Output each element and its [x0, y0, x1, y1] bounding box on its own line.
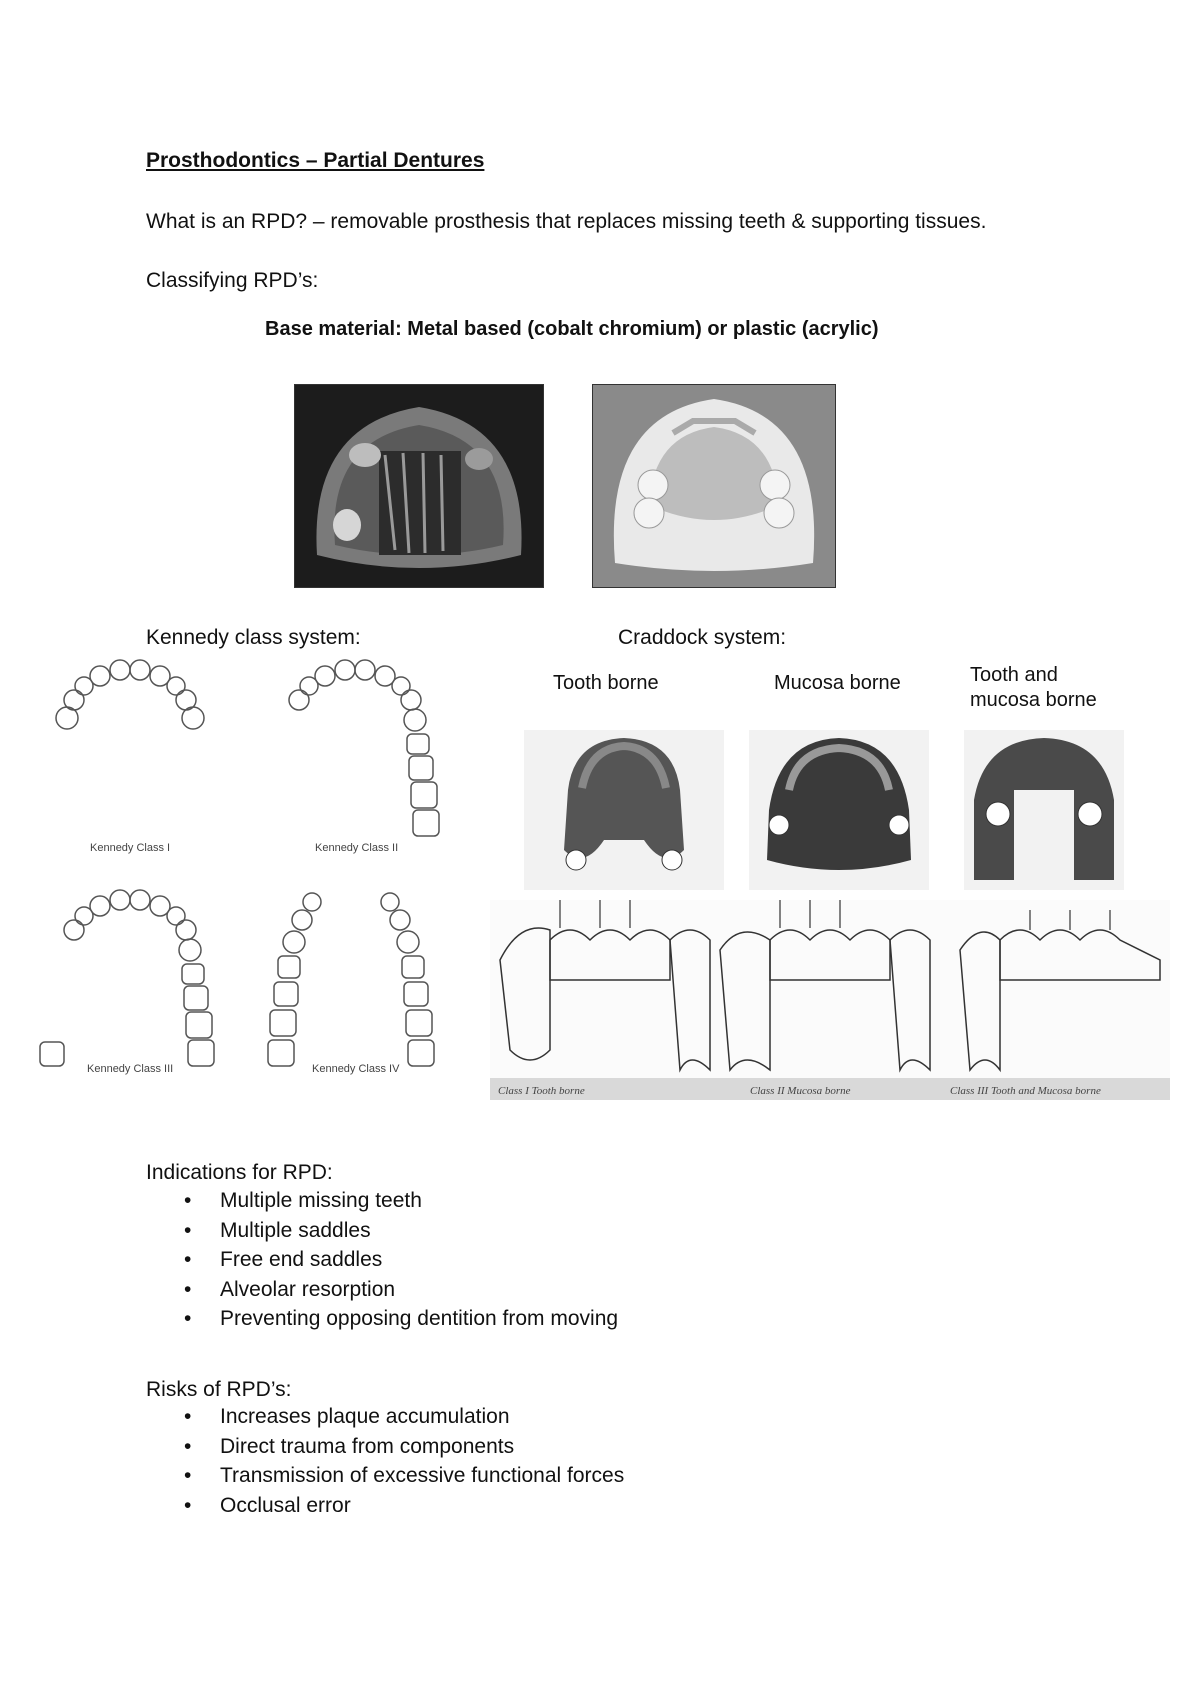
metal-denture-photo: [294, 384, 544, 588]
kennedy-class-1-label: Kennedy Class I: [90, 842, 171, 854]
list-item: • Free end saddles: [146, 1245, 618, 1275]
kennedy-class-3-label: Kennedy Class III: [87, 1063, 174, 1075]
craddock-tooth-mucosa-borne-arch: [964, 730, 1124, 890]
list-item: • Preventing opposing dentition from moving: [146, 1304, 618, 1334]
indications-list: [146, 1186, 618, 1334]
list-item: • Direct trauma from components: [146, 1432, 624, 1462]
craddock-col-tooth-borne: Tooth borne: [553, 672, 659, 694]
craddock-tooth-borne-arch: [524, 730, 724, 890]
acrylic-denture-photo: [592, 384, 836, 588]
kennedy-heading: Kennedy class system:: [146, 626, 361, 649]
kennedy-class-1-arch: [56, 660, 204, 729]
craddock-arch-diagrams: [524, 730, 1124, 890]
craddock-caption-3: Class III Tooth and Mucosa borne: [950, 1085, 1101, 1097]
risks-heading: Risks of RPD’s:: [146, 1378, 292, 1401]
list-item: • Occlusal error: [146, 1491, 624, 1521]
craddock-col-mucosa-borne: Mucosa borne: [774, 672, 901, 694]
list-item: • Multiple missing teeth: [146, 1186, 618, 1216]
kennedy-class-diagrams: [40, 660, 460, 1080]
list-item: • Increases plaque accumulation: [146, 1402, 624, 1432]
craddock-caption-1: Class I Tooth borne: [498, 1085, 585, 1097]
risks-list: [146, 1402, 624, 1520]
classifying-heading: Classifying RPD’s:: [146, 269, 319, 292]
kennedy-class-4-arch: [268, 893, 434, 1066]
craddock-heading: Craddock system:: [618, 626, 787, 649]
kennedy-class-2-arch: [289, 660, 439, 836]
kennedy-class-3-arch: [40, 890, 214, 1066]
rpd-definition: What is an RPD? – removable prosthesis that replaces missing teeth & supporting tissues.: [146, 210, 987, 233]
indications-heading: Indications for RPD:: [146, 1161, 333, 1184]
list-item: • Alveolar resorption: [146, 1275, 618, 1305]
list-item: • Transmission of excessive functional forces: [146, 1461, 624, 1491]
kennedy-class-2-label: Kennedy Class II: [315, 842, 399, 854]
base-material-text: Base material: Metal based (cobalt chromium) or plastic (acrylic): [265, 318, 879, 340]
craddock-caption-2: Class II Mucosa borne: [750, 1085, 851, 1097]
list-item: • Multiple saddles: [146, 1216, 618, 1246]
craddock-mucosa-borne-arch: [749, 730, 929, 890]
kennedy-class-4-label: Kennedy Class IV: [312, 1063, 400, 1075]
craddock-col-tooth-mucosa-borne: Tooth and mucosa borne: [970, 664, 1097, 711]
page-title: Prosthodontics – Partial Dentures: [146, 149, 485, 172]
craddock-cross-sections: [490, 900, 1170, 1100]
